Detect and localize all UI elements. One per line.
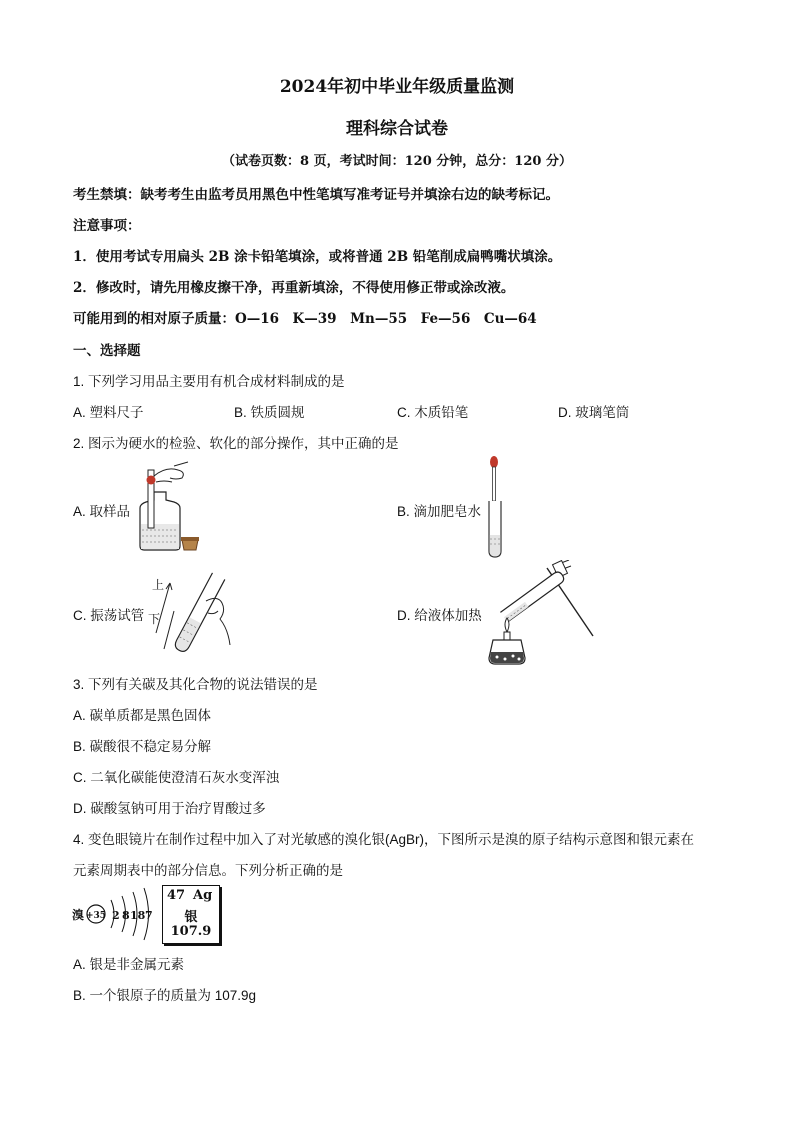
question-2-stem: 2. 图示为硬水的检验、软化的部分操作，其中正确的是: [73, 436, 399, 451]
question-3-option-d: D. 碳酸氢钠可用于治疗胃酸过多: [73, 801, 266, 816]
label-down: 下: [148, 612, 161, 626]
question-1-stem: 1. 下列学习用品主要用有机合成材料制成的是: [73, 374, 345, 389]
atomic-mass-line: 可能用到的相对原子质量：O—16 K—39 Mn—55 Fe—56 Cu—64: [73, 311, 537, 327]
notes-heading: 注意事项：: [73, 218, 141, 234]
question-1-option-a: A. 塑料尺子: [73, 405, 144, 420]
note-1: 1．使用考试专用扁头 2B 涂卡铅笔填涂，或将普通 2B 铅笔削成扁鸭嘴状填涂。: [73, 249, 562, 265]
question-2-option-d: D. 给液体加热: [397, 608, 482, 623]
label-up: 上: [152, 578, 165, 592]
bromine-nucleus: +35: [85, 911, 107, 921]
question-1-option-d: D. 玻璃笔筒: [558, 405, 630, 420]
question-4-stem-line-2: 元素周期表中的部分信息。下列分析正确的是: [73, 863, 343, 878]
question-4-stem-line-1: 4. 变色眼镜片在制作过程中加入了对光敏感的溴化银(AgBr)，下图所示是溴的原子结构示意图和银元素在: [73, 832, 695, 847]
figure-shake-test-tube: [148, 565, 233, 660]
page-subtitle: 理科综合试卷: [346, 119, 448, 139]
silver-atomic-mass: 107.9: [170, 924, 212, 939]
section-heading: 一、选择题: [73, 343, 141, 359]
bromine-atom-diagram: [72, 882, 162, 944]
silver-element-tile: [162, 885, 220, 944]
figure-take-sample: [130, 458, 210, 558]
exam-meta: （试卷页数：8 页，考试时间：120 分钟，总分：120 分）: [222, 154, 572, 169]
page-title: 2024年初中毕业年级质量监测: [279, 77, 515, 97]
question-2-option-a: A. 取样品: [73, 504, 131, 519]
bromine-shell-1: 2: [112, 909, 120, 922]
question-3-stem: 3. 下列有关碳及其化合物的说法错误的是: [73, 677, 318, 692]
question-4-option-b: B. 一个银原子的质量为 107.9g: [73, 988, 257, 1003]
bromine-shell-2: 8: [122, 909, 130, 922]
question-4-option-a: A. 银是非金属元素: [73, 957, 185, 972]
question-3-option-c: C. 二氧化碳能使澄清石灰水变浑浊: [73, 770, 280, 785]
question-2-option-b: B. 滴加肥皂水: [397, 504, 482, 519]
bromine-name: 溴: [72, 908, 85, 922]
silver-name: 银: [184, 910, 198, 925]
silver-symbol: Ag: [193, 888, 213, 903]
question-3-option-a: A. 碳单质都是黑色固体: [73, 708, 212, 723]
silver-atomic-number: 47: [167, 888, 186, 903]
figure-heat-liquid: [485, 560, 600, 668]
note-2: 2．修改时，请先用橡皮擦干净，再重新填涂，不得使用修正带或涂改液。: [73, 280, 515, 296]
examinee-notice: 考生禁填：缺考考生由监考员用黑色中性笔填写准考证号并填涂右边的缺考标记。: [73, 187, 559, 203]
figure-add-soap-water: [480, 455, 520, 560]
question-1-option-c: C. 木质铅笔: [397, 405, 469, 420]
bromine-shell-4: 7: [145, 909, 153, 922]
question-1-option-b: B. 铁质圆规: [234, 405, 305, 420]
question-2-option-c: C. 振荡试管: [73, 608, 145, 623]
bromine-shell-3: 18: [130, 909, 146, 922]
question-3-option-b: B. 碳酸很不稳定易分解: [73, 739, 212, 754]
